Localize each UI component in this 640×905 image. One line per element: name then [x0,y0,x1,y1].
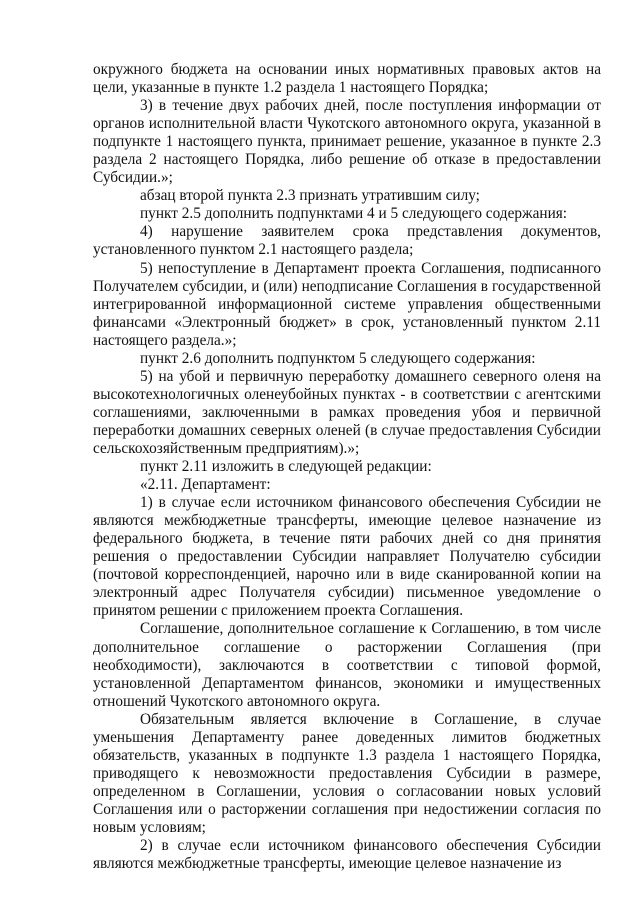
paragraph-amendment-2-3: абзац второй пункта 2.3 признать утратившим силу; [140,187,480,205]
paragraph-section-2-11-heading: «2.11. Департамент: [140,476,271,494]
document-page [93,61,601,891]
paragraph-subitem-5: 5) непоступление в Департамент проекта Соглашения, подписанного Получателем субсидии, и (или) неподписание Соглашения в государственной интегрированной информационной системе управления общественными финансами «Электронный бюджет» в срок, установленный пунктом 2.11 настоящего раздела.»; [93,259,601,349]
paragraph-amendment-2-6: пункт 2.6 дополнить подпунктом 5 следующего содержания: [140,349,536,367]
paragraph-amendment-2-5: пункт 2.5 дополнить подпунктами 4 и 5 следующего содержания: [140,205,568,223]
paragraph-subitem-5-reindeer: 5) на убой и первичную переработку домашнего северного оленя на высокотехнологичных оленеубойных пунктах - в соответствии с агентскими соглашениями, заключенными в рамках проведения убоя и первичной переработки домашних северных оленей (в случае предоставления Субсидии сельскохозяйственным предприятиям).»; [93,367,601,457]
paragraph-agreement-form: Соглашение, дополнительное соглашение к Соглашению, в том числе дополнительное соглашение о расторжении Соглашения (при необходимости), заключаются в соответствии с типовой формой, установленной Департаментом финансов, экономики и имущественных отношений Чукотского автономного округа. [93,620,601,710]
paragraph-continuation: окружного бюджета на основании иных нормативных правовых актов на цели, указанные в пункте 1.2 раздела 1 настоящего Порядка; [93,61,601,97]
paragraph-amendment-2-11: пункт 2.11 изложить в следующей редакции: [140,458,432,476]
paragraph-2-11-item-1: 1) в случае если источником финансового обеспечения Субсидии не являются межбюджетные трансферты, имеющие целевое назначение из федерального бюджета, в течение пяти рабочих дней со дня принятия решения о предоставлении Субсидии направляет Получателю субсидии (почтовой корреспонденцией, нарочно или в виде сканированной копии на электронный адрес Получателя субсидии) письменное уведомление о принятом решении с приложением проекта Соглашения. [93,494,601,620]
paragraph-2-11-item-2: 2) в случае если источником финансового обеспечения Субсидии являются межбюджетные трансферты, имеющие целевое назначение из [93,837,601,873]
paragraph-subitem-4: 4) нарушение заявителем срока представления документов, установленного пунктом 2.1 настоящего раздела; [93,223,601,259]
paragraph-mandatory-inclusion: Обязательным является включение в Соглашение, в случае уменьшения Департаменту ранее доведенных лимитов бюджетных обязательств, указанных в подпункте 1.3 раздела 1 настоящего Порядка, приводящего к невозможности предоставления Субсидии в размере, определенном в Соглашении, условия о согласовании новых условий Соглашения или о расторжении соглашения при недостижении согласия по новым условиям; [93,710,601,836]
paragraph-subitem-3: 3) в течение двух рабочих дней, после поступления информации от органов исполнительной власти Чукотского автономного округа, указанной в подпункте 1 настоящего пункта, принимает решение, указанное в пункте 2.3 раздела 2 настоящего Порядка, либо решение об отказе в предоставлении Субсидии.»; [93,97,601,187]
